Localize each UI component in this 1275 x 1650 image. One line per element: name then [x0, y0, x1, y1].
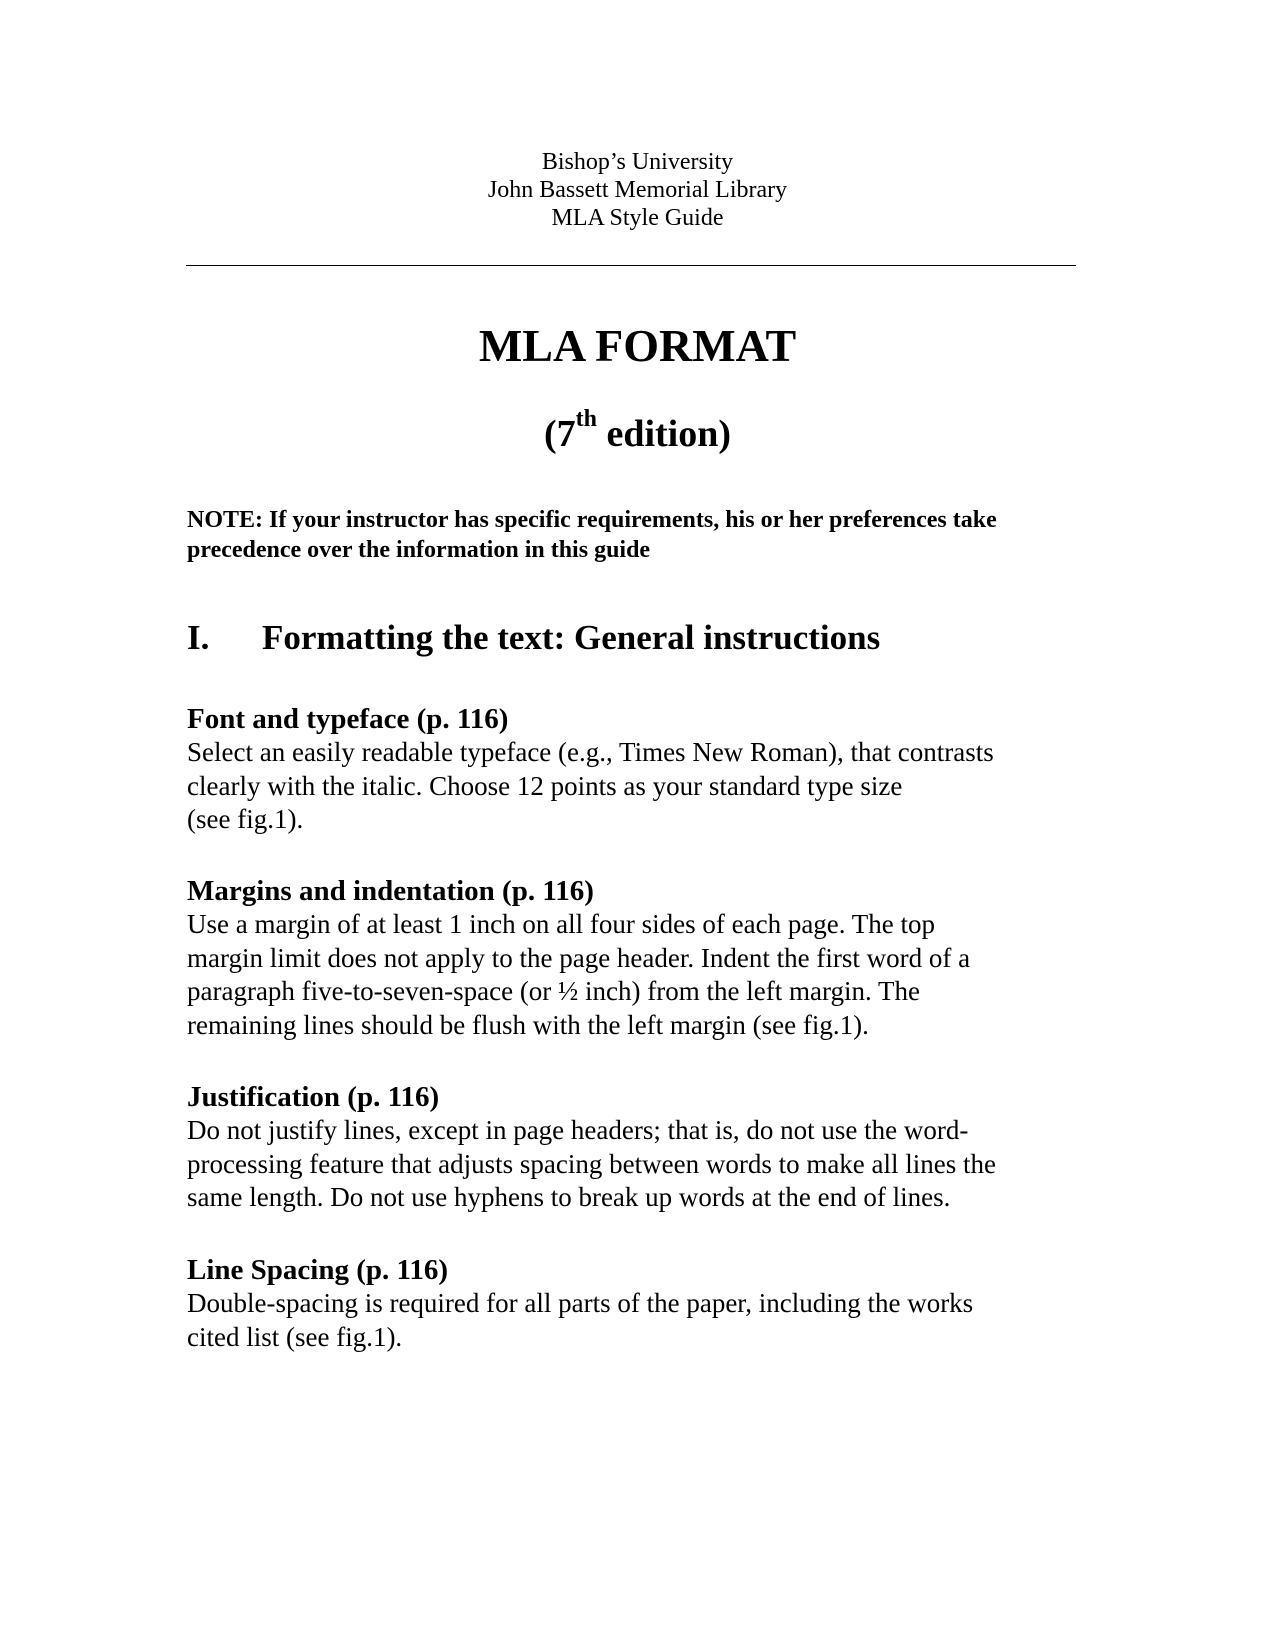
edition-line: [0, 406, 1275, 462]
subsection-heading: Justification (p. 116): [187, 1081, 440, 1113]
header-library: John Bassett Memorial Library: [487, 177, 788, 203]
body-line: margin limit does not apply to the page header. Indent the first word of a: [187, 942, 971, 973]
subsection-heading: Line Spacing (p. 116): [187, 1254, 449, 1286]
body-line: remaining lines should be flush with the left margin (see fig.1).: [187, 1009, 869, 1040]
subsection-heading: Margins and indentation (p. 116): [187, 875, 594, 907]
section-heading: [187, 616, 1087, 660]
subsection-margins-indentation: [187, 874, 1087, 1042]
body-line: Double-spacing is required for all parts of the paper, including the works: [187, 1288, 974, 1318]
note-line-1: NOTE: If your instructor has specific requirements, his or her preferences take: [187, 507, 997, 533]
body-line: clearly with the italic. Choose 12 points as your standard type size: [187, 770, 903, 801]
section-title: Formatting the text: General instructions: [262, 618, 881, 657]
edition-close: edition): [596, 413, 732, 455]
note-line-2: precedence over the information in this guide: [187, 537, 651, 563]
header-guide: MLA Style Guide: [551, 205, 724, 231]
document-title: MLA FORMAT: [478, 320, 797, 371]
body-line: same length. Do not use hyphens to break up words at the end of lines.: [187, 1182, 951, 1212]
header-divider: [186, 265, 1076, 266]
subsection-font-typeface: [187, 702, 1087, 837]
subsection-justification: [187, 1080, 1087, 1215]
section-number: I.: [187, 618, 210, 657]
body-line: (see fig.1).: [187, 804, 304, 834]
header-university: Bishop’s University: [541, 149, 734, 175]
body-line: processing feature that adjusts spacing between words to make all lines the: [187, 1148, 997, 1179]
subsection-line-spacing: [187, 1253, 1087, 1354]
edition-open: (7: [543, 413, 576, 455]
edition-superscript: th: [575, 406, 597, 433]
instructor-note: [187, 505, 1067, 565]
body-line: Do not justify lines, except in page headers; that is, do not use the word-: [187, 1115, 969, 1145]
body-line: paragraph five-to-seven-space (or ½ inch) from the left margin. The: [187, 976, 920, 1006]
body-line: cited list (see fig.1).: [187, 1321, 403, 1352]
body-line: Use a margin of at least 1 inch on all four sides of each page. The top: [187, 909, 936, 939]
document-header: [0, 148, 1275, 232]
subsection-heading: Font and typeface (p. 116): [187, 703, 509, 735]
body-line: Select an easily readable typeface (e.g., Times New Roman), that contrasts: [187, 737, 994, 767]
